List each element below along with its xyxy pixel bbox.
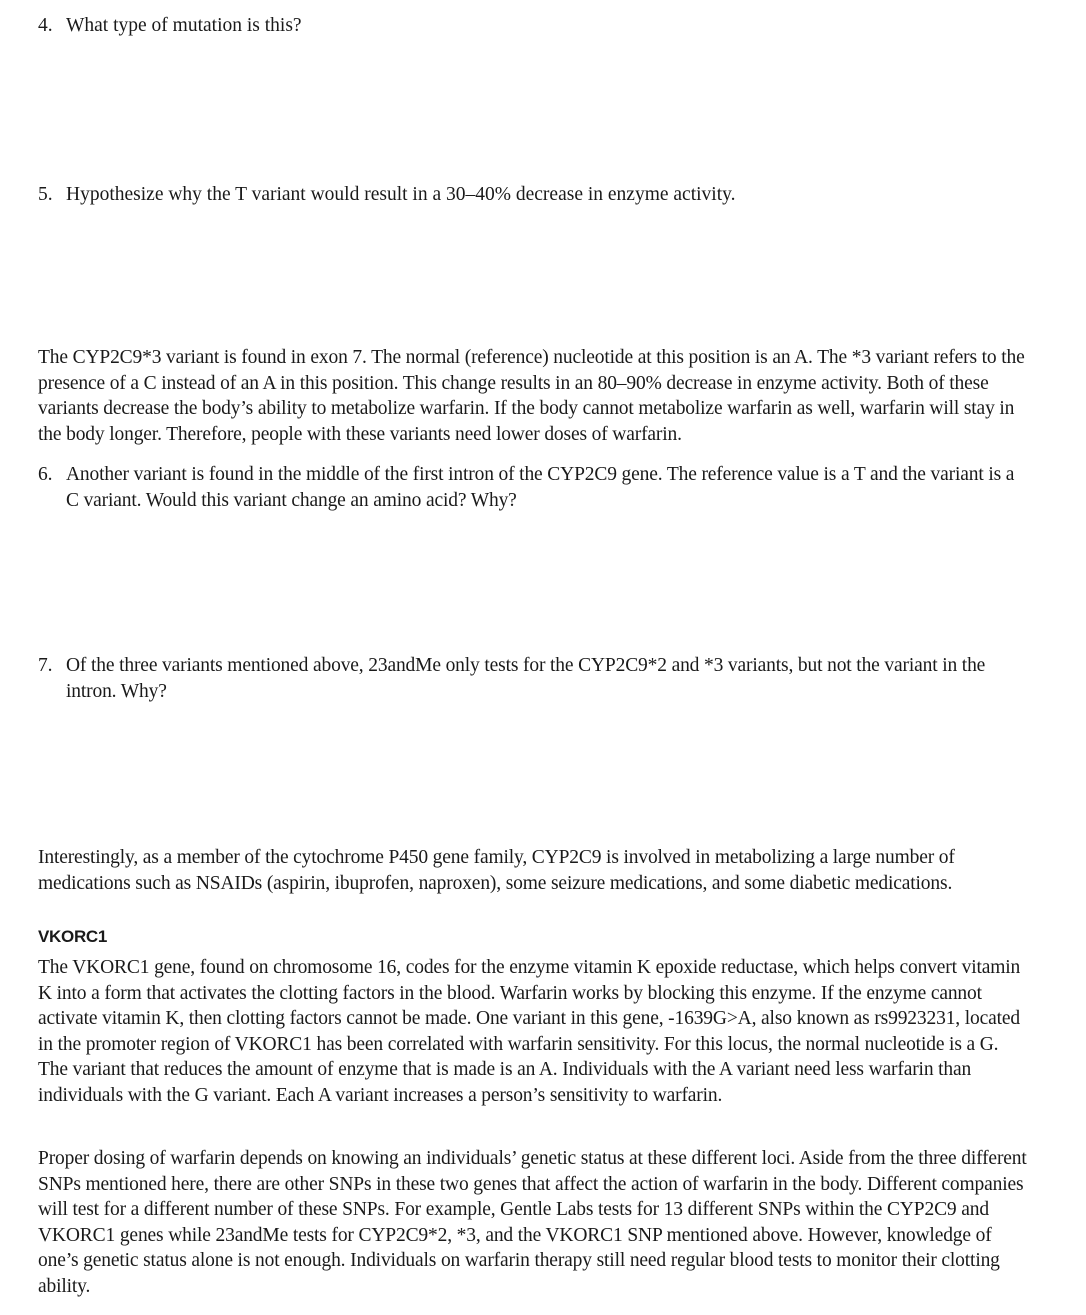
paragraph-dosing: Proper dosing of warfarin depends on knowing an individuals’ genetic status at these different loci. Aside from the three different SNPs mentioned here, there are other SNPs in these two genes that affect the action of warfarin in the body. Different companies will test for a different number of these SNPs. For example, Gentle Labs tests for 13 different SNPs within the CYP2C9 and VKORC1 genes while 23andMe tests for CYP2C9*2, *3, and the VKORC1 SNP mentioned above. However, knowledge of one’s genetic status alone is not enough. Individuals on warfarin therapy still need regular blood tests to monitor their clotting ability. — [38, 1148, 1027, 1297]
question-7 — [38, 653, 1028, 704]
paragraph-vkorc1: The VKORC1 gene, found on chromosome 16, codes for the enzyme vitamin K epoxide reductase, which helps convert vitamin K into a form that activates the clotting factors in the blood. Warfarin works by blocking this enzyme. If the enzyme cannot activate vitamin K, then clotting factors cannot be made. One variant in this gene, -1639G>A, also known as rs9923231, located in the promoter region of VKORC1 has been correlated with warfarin sensitivity. For this locus, the normal nucleotide is a G. The variant that reduces the amount of enzyme that is made is an A. Individuals with the A variant need less warfarin than individuals with the G variant. Each A variant increases a person’s sensitivity to warfarin. — [38, 957, 1021, 1106]
question-6 — [38, 462, 1028, 513]
question-number: 6. — [38, 464, 53, 485]
question-text: What type of mutation is this? — [66, 15, 302, 36]
paragraph-p450: Interestingly, as a member of the cytochrome P450 gene family, CYP2C9 is involved in metabolizing a large number of medications such as NSAIDs (aspirin, ibuprofen, naproxen), some seizure medications, and some diabetic medications. — [38, 847, 955, 894]
question-5 — [38, 182, 1028, 208]
question-number: 4. — [38, 15, 53, 36]
question-text: Hypothesize why the T variant would result in a 30–40% decrease in enzyme activity. — [66, 184, 736, 205]
question-text: Of the three variants mentioned above, 23andMe only tests for the CYP2C9*2 and *3 variants, but not the variant in the intron. Why? — [66, 655, 986, 702]
question-text: Another variant is found in the middle of the first intron of the CYP2C9 gene. The reference value is a T and the variant is a C variant. Would this variant change an amino acid? Why? — [66, 464, 1015, 511]
question-number: 7. — [38, 655, 53, 676]
question-number: 5. — [38, 184, 53, 205]
question-4 — [38, 13, 1028, 39]
section-heading-vkorc1: VKORC1 — [38, 927, 108, 946]
paragraph-cyp2c9-3: The CYP2C9*3 variant is found in exon 7. The normal (reference) nucleotide at this position is an A. The *3 variant refers to the presence of a C instead of an A in this position. This change results in an 80–90% decrease in enzyme activity. Both of these variants decrease the body’s ability to metabolize warfarin. If the body cannot metabolize warfarin as well, warfarin will stay in the body longer. Therefore, people with these variants need lower doses of warfarin. — [38, 347, 1025, 445]
